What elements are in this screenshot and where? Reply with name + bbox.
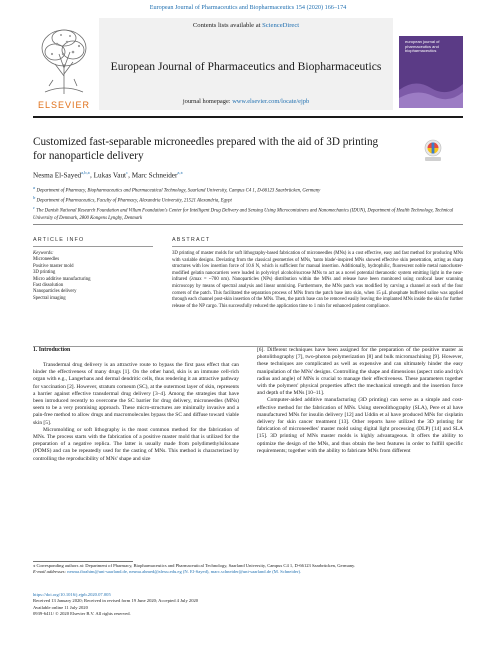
author-name[interactable]: Nesma El-Sayed — [33, 171, 82, 180]
masthead-rule — [33, 116, 463, 118]
cover-top-strip — [399, 26, 463, 36]
affiliations — [33, 185, 463, 222]
corresponding-author-note: ⁎ Corresponding authors at: Department of Pharmacy, Biopharmaceutics and Pharmaceutical Technology, Saarland University, Campus C4 1, D-66123 Saarbrücken, Germany. — [33, 563, 356, 568]
body-column-left — [33, 362, 239, 463]
homepage-line — [99, 98, 393, 105]
keyword-item: Spectral imaging — [33, 295, 66, 301]
body-paragraph: Transdermal drug delivery is an attractive route to bypass the first pass effect that can hinder the effectiveness of many drugs [1]. On the other hand, skin is an immune cell-rich organ with e.g., Langerhans and dermal dendritic cells, thus rendering it an attractive pathway for vaccination [2]. However, stratum corneum (SC), at the outermost layer of skin, represents a barrier against effective transdermal drug delivery [3–4]. Among the strategies that have been introduced recently to overcome the SC barrier for drug delivery, microneedles (MNs) seem to be a very promising approach. These micro-structures are minimally invasive and a pain-free method to allow drugs and macromolecules bypass the SC and diffuse toward viable skin [5]. — [33, 362, 239, 426]
journal-cover-thumbnail[interactable] — [399, 26, 463, 108]
abstract-rule — [172, 246, 463, 247]
contents-line — [99, 22, 393, 29]
affiliation-text: The Danish National Research Foundation and Villum Foundation's Center for Intelligent Drug Delivery and Sensing Using Microcontainers and Nanomechanics (IDUN), Department of Health Technology, Technical University of Denmark, 2800 Kongens Lyngby, Denmark — [33, 208, 454, 221]
journal-masthead — [33, 18, 463, 113]
affiliation-sup: c — [33, 205, 36, 211]
keywords-label: Keywords: — [33, 251, 54, 256]
affiliation-text: Department of Pharmaceutics, Faculty of Pharmacy, Alexandria University, 21521 Alexandria, Egypt — [36, 198, 232, 204]
section-heading-introduction: 1. Introduction — [33, 347, 71, 353]
footnotes — [33, 563, 463, 576]
abstract-heading: ABSTRACT — [172, 237, 211, 243]
elsevier-wordmark: ELSEVIER — [37, 100, 91, 110]
author-name[interactable]: Lukas Vaut — [93, 171, 127, 180]
received-dates: Received 13 January 2020; Received in revised form 19 June 2020; Accepted 4 July 2020 — [33, 598, 199, 604]
journal-name: European Journal of Pharmaceutics and Biopharmaceutics — [110, 60, 382, 73]
contents-prefix: Contents lists available at — [192, 22, 263, 29]
author-name[interactable]: Marc Schneider — [131, 171, 178, 180]
affiliation-item — [33, 205, 463, 222]
footnote-rule — [33, 561, 133, 562]
email-addresses[interactable]: nesma.ibrahim@uni-saarland.de, nesma.ahmed@alexu.edu.eg (N. El-Sayed), marc.schneider@uni-saarland.de (M. Schneider). — [67, 569, 302, 575]
keyword-item: 3D printing — [33, 270, 56, 276]
affiliation-item — [33, 195, 463, 205]
crossmark-icon[interactable] — [424, 139, 442, 162]
doi-link[interactable]: https://doi.org/10.1016/j.ejpb.2020.07.005 — [33, 592, 111, 597]
keywords-block — [33, 251, 153, 302]
sciencedirect-link[interactable]: ScienceDirect — [262, 22, 300, 29]
cover-title: european journal of pharmaceutics and biopharmaceutics — [405, 39, 440, 54]
author-sup[interactable]: a,b,⁎ — [81, 170, 91, 175]
keyword-item: Fast dissolution — [33, 283, 64, 289]
affiliation-sup: b — [33, 195, 36, 201]
body-paragraph: [6]. Different techniques have been assigned for the preparation of the positive master as photolithography [7], two-photon polymerization [8] and bulk micromachining [9]. However, these techniques are complicated as well as expensive and can ultimately hinder the easy manipulation of the MNs' designs. Controlling the shape and dimensions (aspect ratio and tip's radius and angle) of MNs is crucial to manage their effectiveness. These parameters together with the polymers' physical properties affect the mechanical strength and the insertion force and depth of the MNs [10–11]. — [257, 347, 463, 397]
journal-homepage-link[interactable]: www.elsevier.com/locate/ejpb — [232, 98, 310, 105]
keyword-item: Positive master mold — [33, 263, 74, 269]
available-online: Available online 11 July 2020 — [33, 604, 88, 610]
article-meta-footer — [33, 592, 463, 618]
article-info-rule — [33, 246, 153, 247]
affiliation-text: Department of Pharmacy, Biopharmaceutics and Pharmaceutical Technology, Saarland University, Campus C4 1, D-66123 Saarbrücken, Germany — [36, 188, 321, 194]
title-block-rule — [33, 224, 463, 225]
body-column-right — [257, 347, 463, 455]
author-separator: , — [90, 171, 94, 180]
affiliation-item — [33, 185, 463, 195]
copyright-line: 0939-6411/ © 2020 Elsevier B.V. All rights reserved. — [33, 611, 131, 617]
body-paragraph: Micromolding or soft lithography is the most common method for the fabrication of MNs. The process starts with the fabrication of a positive master mold that is utilized for the preparation of a negative replica. The latter is usually made from polydimethylsiloxane (PDMS) and can be repeatedly used for the casting of MNs. This method is characterized by controlling the reproducibility of MNs' shape and size — [33, 426, 239, 462]
running-head[interactable]: European Journal of Pharmaceutics and Biopharmaceutics 154 (2020) 166–174 — [149, 4, 347, 11]
author-list — [33, 170, 453, 179]
elsevier-tree-icon — [37, 24, 91, 96]
email-label: E-mail addresses: — [33, 569, 67, 575]
keyword-item: Microneedles — [33, 257, 60, 263]
keyword-item: Nanoparticles delivery — [33, 289, 77, 295]
author-sup[interactable]: a,⁎ — [177, 170, 183, 175]
keyword-item: Micro additive manufacturing — [33, 276, 91, 282]
homepage-prefix: journal homepage: — [182, 98, 233, 105]
affiliation-sup: a — [33, 185, 36, 190]
email-line — [33, 569, 463, 575]
elsevier-logo[interactable] — [33, 18, 95, 110]
article-info-heading: ARTICLE INFO — [33, 237, 85, 243]
body-paragraph: Computer-aided additive manufacturing (3D printing) can serve as a simple and cost-effective method for the fabrication of MNs. Using stereolithography (SLA), Pere et al have manufactured MNs for insulin delivery [12] and Uddin et al have produced MNs for cisplatin delivery for skin cancer treatment [13]. Other reports have utilized the 3D printing for fabrication of microneedles' master mold using digital light processing (DLP) [14] and SLA [15]. 3D printing of MNs master molds is highly advantageous. It offers the ability to optimize the design of the MNs, and thus obtain the best features in order to fulfill specific requirements; together with the ability to fabricate MNs from different — [257, 397, 463, 454]
author-separator: , — [128, 171, 132, 180]
journal-banner — [99, 18, 393, 110]
abstract-text: 3D printing of master molds for soft lithography-based fabrication of microneedles (MNs) is a cost effective, easy and fast method for producing MNs with variable designs. Deviating from the classical geometries of MNs, 'tanto blade'-inspired MNs showed effective skin penetration, acting as sharp structures with low insertion force of 10.6 N, which is sufficient for manual insertion. Additionally, hydrophilic, fluorescent noble metal nanocluster-modified gelatin nanocarriers were loaded in polyvinyl alcohol/sucrose MNs to act as a novel potential theranostic system emitting light in the near-infrared (λmax = ~700 nm). Nanoparticles (NPs) distribution within the MNs and release have been monitored using confocal laser scanning microscopy by means of spectral analysis and linear unmixing. Furthermore, the MNs patch was modified by carving a channel at each of the four corners of the patch. This facilitated the separation process of MNs from the patch base into skin, when 15 μL phosphate buffered saline was applied through each channel post-skin insertion of the MNs. Then, the patch base can be removed easily leaving the implanted MNs inside the skin for further release of the NP cargo. This successfully reduced the application time to 1 min for enhanced patient compliance. — [172, 251, 463, 309]
article-title: Customized fast-separable microneedles prepared with the aid of 3D printing for nanoparticle delivery — [33, 136, 379, 162]
cover-wave-graphic — [399, 70, 463, 108]
author-sup[interactable]: c — [126, 170, 129, 175]
